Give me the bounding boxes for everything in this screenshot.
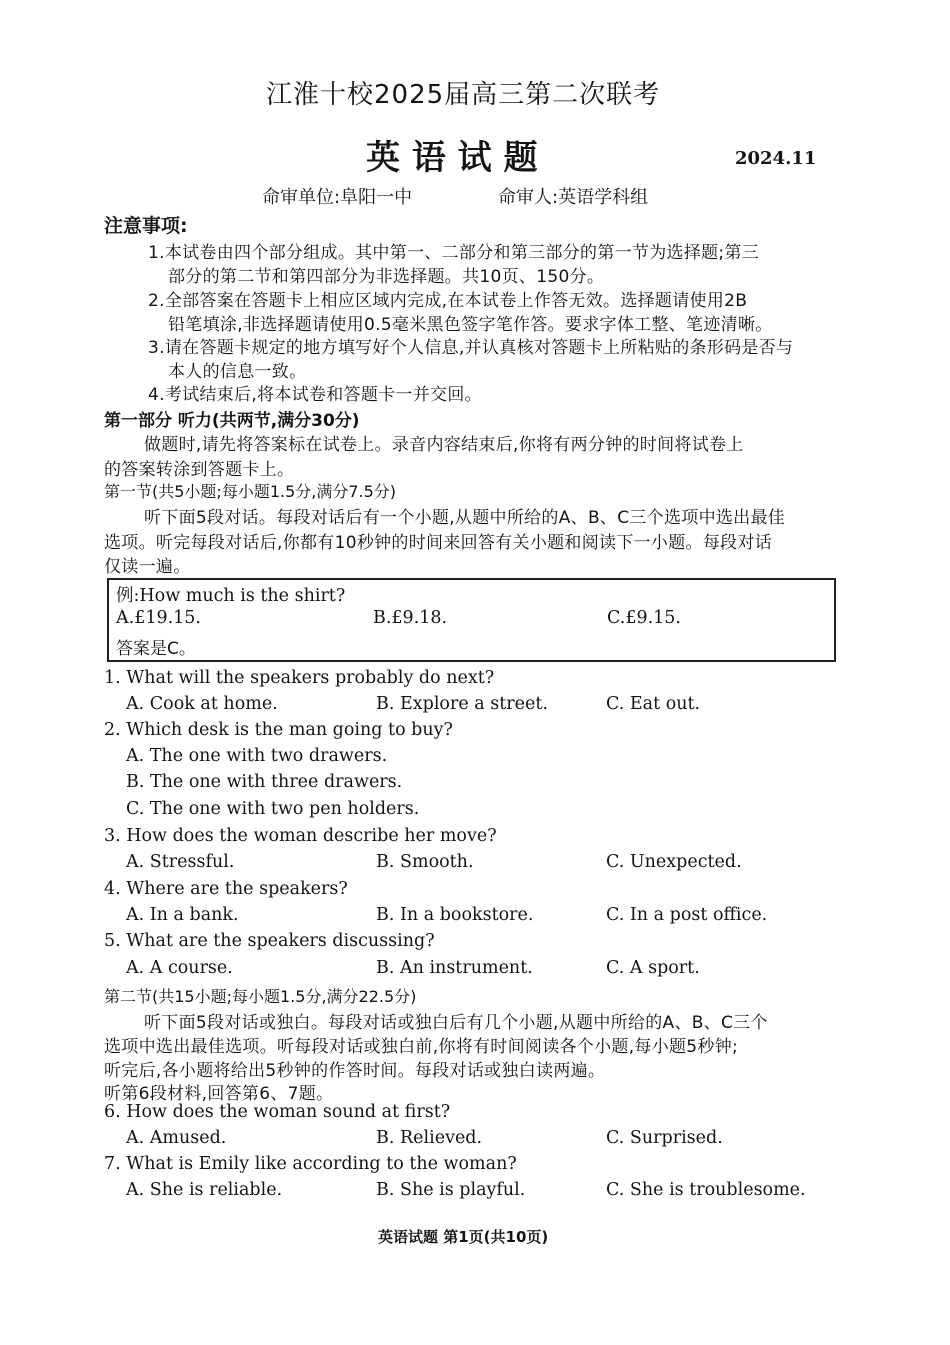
question-6-option-a: A. Amused. [126, 1128, 227, 1148]
section1-instruction-line-2: 选项。听完每段对话后,你都有10秒钟的时间来回答有关小题和阅读下一小题。每段对话 [104, 533, 773, 553]
question-1-option-c: C. Eat out. [606, 694, 701, 714]
question-2-option-b: B. The one with three drawers. [126, 772, 403, 792]
notice-item-1-line-1: 1.本试卷由四个部分组成。其中第一、二部分和第三部分的第一节为选择题;第三 [148, 243, 760, 263]
question-3-option-c: C. Unexpected. [606, 852, 742, 872]
question-1-stem: 1. What will the speakers probably do next? [104, 668, 495, 688]
author-unit: 命审单位:阜阳一中 [262, 187, 413, 208]
section2-heading: 第二节(共15小题;每小题1.5分,满分22.5分) [104, 987, 417, 1006]
question-7-option-c: C. She is troublesome. [606, 1180, 806, 1200]
part1-heading: 第一部分 听力(共两节,满分30分) [104, 411, 360, 431]
question-4-option-a: A. In a bank. [126, 905, 239, 925]
question-7-stem: 7. What is Emily like according to the woman? [104, 1154, 517, 1174]
question-1-option-b: B. Explore a street. [376, 694, 548, 714]
example-answer: 答案是C。 [116, 639, 196, 659]
part1-intro-line-2: 的答案转涂到答题卡上。 [104, 460, 295, 480]
notice-heading: 注意事项: [104, 215, 188, 237]
question-5-stem: 5. What are the speakers discussing? [104, 931, 435, 951]
subject-title: 英 语 试 题 [366, 138, 538, 178]
example-question: 例:How much is the shirt? [116, 586, 346, 606]
question-7-option-b: B. She is playful. [376, 1180, 526, 1200]
section2-instruction-line-3: 听完后,各小题将给出5秒钟的作答时间。每段对话或独白读两遍。 [104, 1061, 606, 1081]
section2-instruction-line-2: 选项中选出最佳选项。听每段对话或独白前,你将有时间阅读各个小题,每小题5秒钟; [104, 1037, 739, 1057]
question-1-option-a: A. Cook at home. [126, 694, 278, 714]
notice-item-3-line-1: 3.请在答题卡规定的地方填写好个人信息,并认真核对答题卡上所粘贴的条形码是否与 [148, 338, 794, 358]
question-5-option-b: B. An instrument. [376, 958, 533, 978]
question-6-option-b: B. Relieved. [376, 1128, 483, 1148]
exam-title: 江淮十校2025届高三第二次联考 [266, 80, 661, 110]
author: 命审人:英语学科组 [498, 187, 649, 208]
notice-item-2-line-2: 铅笔填涂,非选择题请使用0.5毫米黑色签字笔作答。要求字体工整、笔迹清晰。 [168, 315, 773, 335]
exam-date: 2024.11 [735, 148, 817, 169]
question-7-option-a: A. She is reliable. [126, 1180, 283, 1200]
question-2-option-a: A. The one with two drawers. [126, 746, 388, 766]
notice-item-3-line-2: 本人的信息一致。 [168, 362, 307, 382]
question-6-stem: 6. How does the woman sound at first? [104, 1102, 451, 1122]
question-2-stem: 2. Which desk is the man going to buy? [104, 720, 453, 740]
question-3-stem: 3. How does the woman describe her move? [104, 826, 497, 846]
question-3-option-b: B. Smooth. [376, 852, 474, 872]
question-6-option-c: C. Surprised. [606, 1128, 723, 1148]
section1-instruction-line-1: 听下面5段对话。每段对话后有一个小题,从题中所给的A、B、C三个选项中选出最佳 [144, 508, 786, 528]
section2-instruction-line-1: 听下面5段对话或独白。每段对话或独白后有几个小题,从题中所给的A、B、C三个 [144, 1013, 768, 1033]
question-5-option-c: C. A sport. [606, 958, 700, 978]
example-option-a: A.£19.15. [116, 608, 201, 628]
notice-item-4-line-1: 4.考试结束后,将本试卷和答题卡一并交回。 [148, 385, 482, 405]
question-2-option-c: C. The one with two pen holders. [126, 799, 420, 819]
question-5-option-a: A. A course. [126, 958, 233, 978]
part1-intro-line-1: 做题时,请先将答案标在试卷上。录音内容结束后,你将有两分钟的时间将试卷上 [144, 435, 744, 455]
example-option-b: B.£9.18. [373, 608, 448, 628]
question-4-option-b: B. In a bookstore. [376, 905, 534, 925]
material-note: 听第6段材料,回答第6、7题。 [104, 1084, 334, 1104]
question-3-option-a: A. Stressful. [126, 852, 235, 872]
question-4-stem: 4. Where are the speakers? [104, 879, 348, 899]
section1-heading: 第一节(共5小题;每小题1.5分,满分7.5分) [104, 482, 397, 501]
page-footer: 英语试题 第1页(共10页) [378, 1228, 549, 1246]
notice-item-1-line-2: 部分的第二节和第四部分为非选择题。共10页、150分。 [168, 267, 605, 287]
question-4-option-c: C. In a post office. [606, 905, 768, 925]
example-option-c: C.£9.15. [607, 608, 681, 628]
notice-item-2-line-1: 2.全部答案在答题卡上相应区域内完成,在本试卷上作答无效。选择题请使用2B [148, 291, 748, 311]
section1-instruction-line-3: 仅读一遍。 [104, 557, 191, 577]
